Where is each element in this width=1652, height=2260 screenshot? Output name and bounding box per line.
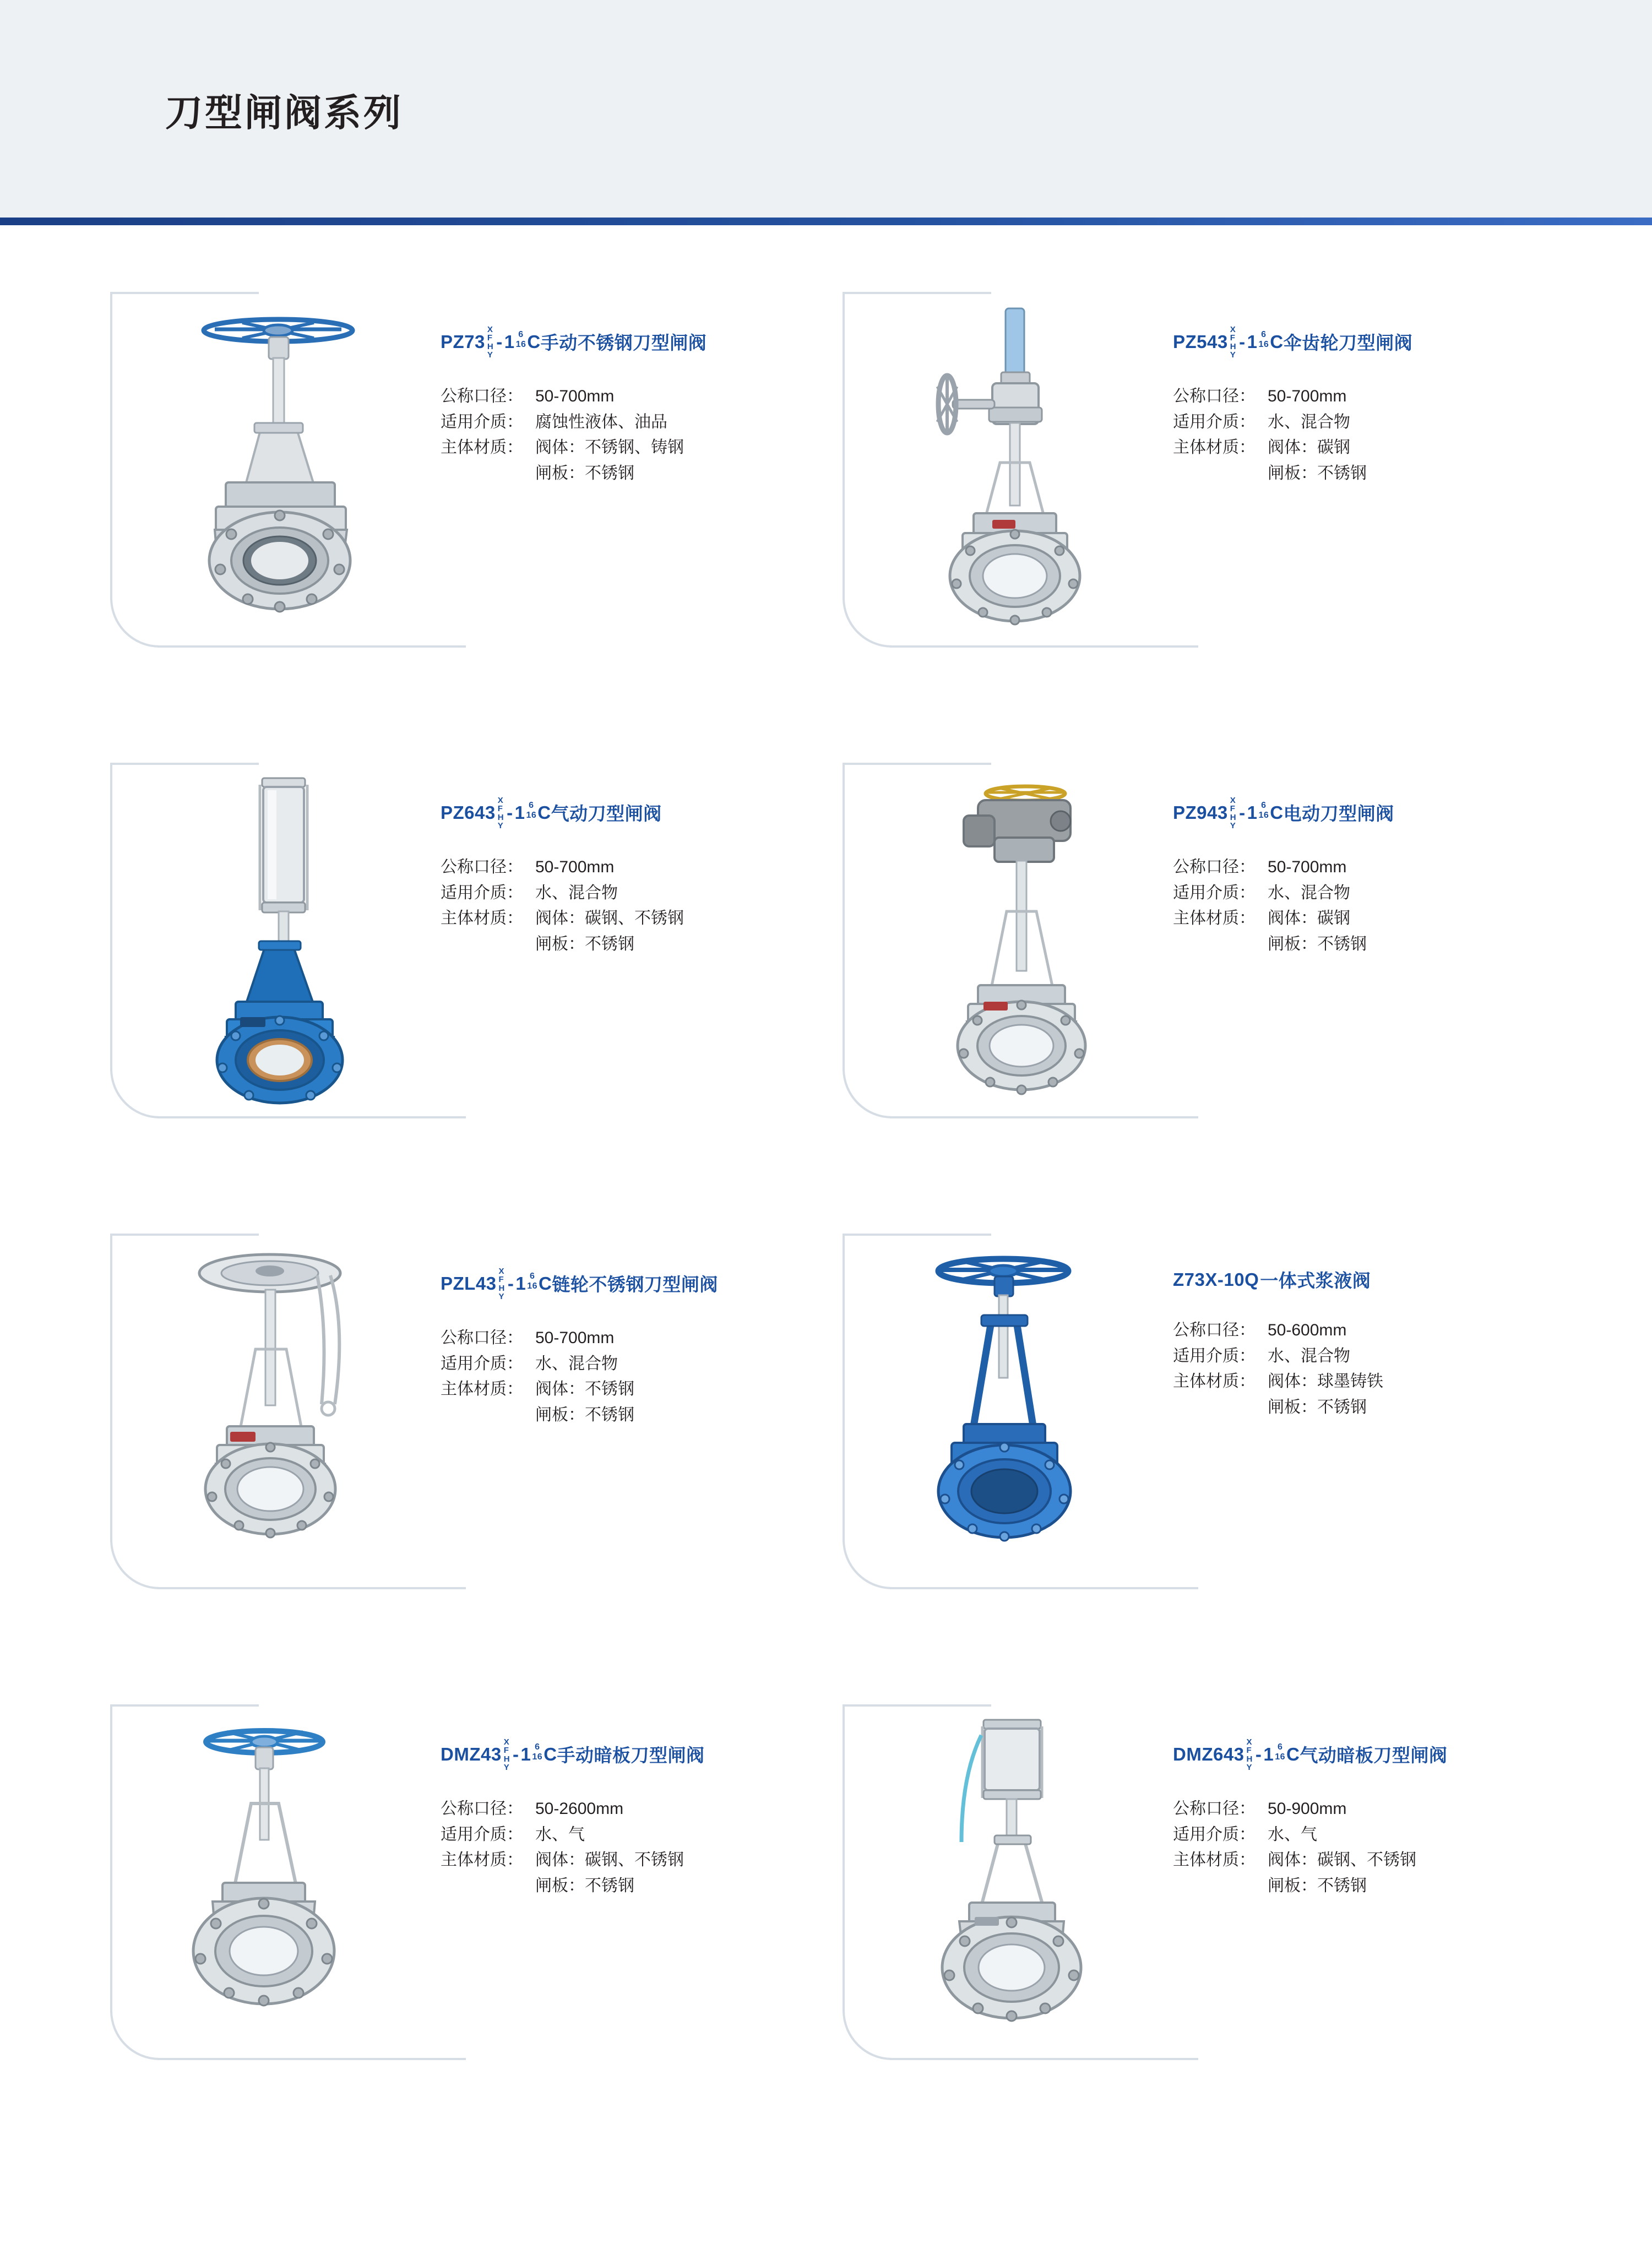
spec-gate-value: 不锈钢: [585, 1876, 634, 1895]
spec-gate-value: 不锈钢: [585, 935, 634, 953]
spec-body-label: 阀体: [535, 1851, 568, 1870]
spec-gate-value: 不锈钢: [585, 464, 634, 482]
spec-medium: 适用介质： 水、混合物: [441, 881, 837, 906]
product-row: [0, 1200, 1652, 1671]
product-pressure-stack: 6 16: [515, 330, 526, 350]
product-suffix-stack: X F H Y: [1246, 1737, 1253, 1772]
spec-body-label: 阀体: [535, 909, 568, 928]
product-code: DMZ43: [441, 1743, 502, 1764]
product-name: [1173, 1737, 1569, 1771]
product-name-cn: 电动刀型闸阀: [1283, 803, 1394, 824]
spec-body-label: 阀体: [1268, 909, 1301, 928]
product-suffix-stack: X F H Y: [497, 796, 504, 830]
card-frame-top: [110, 1704, 259, 1707]
card-frame-top: [110, 292, 259, 294]
spec-diameter-value: 50-900mm: [1268, 1800, 1347, 1818]
product-pressure-stack: 6 16: [526, 801, 537, 821]
spec-diameter: 公称口径： 50-700mm: [1173, 855, 1569, 881]
product-tail: C: [539, 1273, 552, 1294]
spec-medium-value: 水、混合物: [1268, 412, 1350, 431]
product-card[interactable]: [110, 1234, 843, 1641]
spec-material: 主体材质： 阀体 ： 不锈钢: [441, 1377, 837, 1403]
spec-medium: 适用介质： 水、混合物: [441, 1351, 837, 1377]
spec-gate: 闸板：不锈钢: [535, 1405, 634, 1424]
product-dash: -: [1239, 331, 1246, 352]
product-name-cn: 手动暗板刀型闸阀: [557, 1745, 705, 1766]
spec-medium-value: 水、气: [1268, 1825, 1317, 1844]
spec-medium-value: 水、混合物: [1268, 883, 1350, 902]
spec-body-value: 碳钢、不锈钢: [585, 1851, 684, 1870]
product-tail: C: [527, 331, 541, 352]
product-grid: [0, 259, 1652, 2142]
product-pressure-stack: 6 16: [1258, 330, 1269, 350]
spec-gate: 闸板：不锈钢: [535, 464, 634, 482]
spec-medium: 适用介质： 水、混合物: [1173, 1344, 1569, 1370]
product-pressure-1: 1: [1247, 331, 1258, 352]
product-card[interactable]: [843, 1704, 1575, 2112]
spec-medium: 适用介质： 水、气: [1173, 1822, 1569, 1848]
card-frame-left: [110, 1704, 112, 2013]
product-card[interactable]: [110, 763, 843, 1170]
spec-medium: 适用介质： 水、混合物: [1173, 881, 1569, 906]
spec-diameter-value: 50-700mm: [1268, 858, 1347, 877]
card-frame-left: [843, 1704, 845, 2013]
product-tail: C: [537, 802, 551, 823]
product-suffix-stack: X F H Y: [498, 1267, 505, 1301]
product-code: Z73X-10Q: [1173, 1269, 1259, 1290]
spec-body-label: 阀体: [535, 1380, 568, 1399]
product-name: [441, 796, 837, 829]
spec-gate-label: 闸板: [535, 1876, 568, 1895]
product-tail: C: [1286, 1743, 1300, 1764]
spec-medium-value: 水、混合物: [1268, 1346, 1350, 1365]
product-info: [1173, 325, 1569, 486]
product-image-pneumatic-hidden-plate-knife-gate-valve: [865, 1710, 1173, 2062]
product-pressure-1: 1: [1247, 802, 1258, 823]
product-name-cn: 气动暗板刀型闸阀: [1300, 1745, 1448, 1766]
product-image-electric-knife-gate-valve: [865, 768, 1173, 1121]
card-frame-top: [843, 292, 991, 294]
spec-gate: 闸板：不锈钢: [1268, 1876, 1367, 1895]
spec-diameter: 公称口径： 50-700mm: [1173, 384, 1569, 410]
spec-material: 主体材质： 阀体 ： 球墨铸铁: [1173, 1369, 1569, 1395]
product-code: PZL43: [441, 1273, 497, 1294]
spec-body-label: 阀体: [1268, 1851, 1301, 1870]
spec-gate: 闸板：不锈钢: [535, 1876, 634, 1895]
spec-diameter-value: 50-700mm: [535, 1329, 615, 1348]
card-frame-left: [110, 763, 112, 1071]
spec-diameter: 公称口径： 50-900mm: [1173, 1796, 1569, 1822]
card-frame-left: [110, 1234, 112, 1542]
product-row: [0, 1671, 1652, 2142]
product-suffix-stack: X F H Y: [503, 1737, 510, 1772]
spec-medium-value: 腐蚀性液体、油品: [535, 412, 667, 431]
spec-medium: 适用介质： 水、混合物: [1173, 410, 1569, 436]
product-pressure-stack: 6 16: [1275, 1742, 1286, 1762]
spec-diameter-value: 50-2600mm: [535, 1800, 624, 1818]
card-frame-top: [843, 1704, 991, 1707]
spec-diameter: 公称口径： 50-2600mm: [441, 1796, 837, 1822]
product-info: [441, 1267, 837, 1428]
card-frame-left: [843, 1234, 845, 1542]
product-suffix-stack: X F H Y: [1230, 325, 1237, 360]
product-name: [441, 1267, 837, 1300]
spec-gate-label: 闸板: [1268, 1876, 1301, 1895]
product-info: [1173, 1267, 1569, 1420]
spec-body-value: 不锈钢: [585, 1380, 634, 1399]
product-info: [441, 1737, 837, 1899]
product-dash: -: [507, 802, 513, 823]
product-dash: -: [496, 331, 503, 352]
spec-body-label: 阀体: [1268, 1372, 1301, 1390]
product-image-manual-hidden-plate-knife-gate-valve: [132, 1710, 441, 2062]
spec-diameter: 公称口径： 50-700mm: [441, 384, 837, 410]
spec-body-value: 不锈钢、铸钢: [585, 438, 684, 457]
spec-material: 主体材质： 阀体 ： 碳钢、不锈钢: [1173, 1848, 1569, 1873]
product-code: PZ543: [1173, 331, 1228, 352]
card-frame-top: [843, 763, 991, 765]
product-pressure-1: 1: [515, 1273, 526, 1294]
spec-material: 主体材质： 阀体 ： 碳钢、不锈钢: [441, 1848, 837, 1873]
spec-gate-value: 不锈钢: [585, 1405, 634, 1424]
product-card[interactable]: [110, 292, 843, 699]
spec-gate-label: 闸板: [1268, 464, 1301, 482]
product-name-cn: 链轮不锈钢刀型闸阀: [552, 1274, 718, 1295]
page-header: [0, 0, 1652, 218]
spec-material: 主体材质： 阀体 ： 不锈钢、铸钢: [441, 435, 837, 461]
spec-diameter: 公称口径： 50-700mm: [441, 855, 837, 881]
product-name-cn: 一体式浆液阀: [1260, 1270, 1371, 1291]
product-pressure-stack: 6 16: [1258, 801, 1269, 821]
product-info: [1173, 1737, 1569, 1899]
spec-diameter-value: 50-600mm: [1268, 1321, 1347, 1339]
card-frame-left: [843, 763, 845, 1071]
product-pressure-1: 1: [514, 802, 525, 823]
spec-body-value: 碳钢、不锈钢: [1317, 1851, 1416, 1870]
spec-gate-value: 不锈钢: [1317, 1398, 1367, 1416]
product-card[interactable]: [843, 1234, 1575, 1641]
product-name: [441, 1737, 837, 1771]
spec-body-value: 碳钢: [1317, 909, 1350, 928]
spec-body-value: 球墨铸铁: [1317, 1372, 1383, 1390]
spec-body-label: 阀体: [1268, 438, 1301, 457]
product-dash: -: [1239, 802, 1246, 823]
header-divider: [0, 218, 1652, 225]
spec-gate-value: 不锈钢: [1317, 935, 1367, 953]
spec-gate-label: 闸板: [535, 464, 568, 482]
product-card[interactable]: [110, 1704, 843, 2112]
spec-medium: 适用介质： 水、气: [441, 1822, 837, 1848]
product-code: PZ73: [441, 331, 485, 352]
product-name: [441, 325, 837, 358]
card-frame-top: [110, 1234, 259, 1236]
spec-body-label: 阀体: [535, 438, 568, 457]
spec-diameter-value: 50-700mm: [1268, 387, 1347, 406]
card-frame-left: [843, 292, 845, 600]
spec-diameter: 公称口径： 50-600mm: [1173, 1318, 1569, 1344]
product-tail: C: [1270, 802, 1284, 823]
product-tail: C: [1270, 331, 1284, 352]
card-frame-top: [843, 1234, 991, 1236]
product-name-cn: 伞齿轮刀型闸阀: [1283, 333, 1413, 354]
product-code: DMZ643: [1173, 1743, 1245, 1764]
product-pressure-stack: 6 16: [532, 1742, 543, 1762]
spec-diameter-value: 50-700mm: [535, 387, 615, 406]
product-pressure-stack: 6 16: [527, 1272, 538, 1291]
product-info: [441, 325, 837, 486]
product-code: PZ943: [1173, 802, 1228, 823]
spec-body-value: 碳钢: [1317, 438, 1350, 457]
spec-material: 主体材质： 阀体 ： 碳钢: [1173, 906, 1569, 932]
product-name-cn: 气动刀型闸阀: [551, 803, 662, 824]
spec-gate: 闸板：不锈钢: [535, 935, 634, 953]
spec-gate-value: 不锈钢: [1317, 1876, 1367, 1895]
spec-material: 主体材质： 阀体 ： 碳钢: [1173, 435, 1569, 461]
product-dash: -: [1255, 1743, 1262, 1764]
product-suffix-stack: X F H Y: [487, 325, 494, 360]
product-name: [1173, 1267, 1569, 1292]
spec-gate-label: 闸板: [1268, 1398, 1301, 1416]
product-pressure-1: 1: [504, 331, 515, 352]
product-pressure-1: 1: [520, 1743, 531, 1764]
spec-medium-value: 水、混合物: [535, 883, 618, 902]
spec-gate: 闸板：不锈钢: [1268, 935, 1367, 953]
card-frame-left: [110, 292, 112, 600]
spec-medium-value: 水、气: [535, 1825, 585, 1844]
product-dash: -: [507, 1273, 514, 1294]
product-card[interactable]: [843, 763, 1575, 1170]
spec-gate-label: 闸板: [1268, 935, 1301, 953]
spec-diameter-value: 50-700mm: [535, 858, 615, 877]
product-info: [1173, 796, 1569, 957]
spec-gate: 闸板：不锈钢: [1268, 1398, 1367, 1416]
spec-gate-label: 闸板: [535, 935, 568, 953]
product-name: [1173, 796, 1569, 829]
product-row: [0, 730, 1652, 1200]
spec-gate: 闸板：不锈钢: [1268, 464, 1367, 482]
product-image-handwheel-stainless-knife-gate-valve: [132, 297, 441, 650]
product-name-cn: 手动不锈钢刀型闸阀: [540, 333, 707, 354]
product-card[interactable]: [843, 292, 1575, 699]
product-image-integrated-slurry-valve: [865, 1239, 1173, 1591]
spec-body-value: 碳钢、不锈钢: [585, 909, 684, 928]
product-image-chainwheel-stainless-knife-gate-valve: [132, 1239, 441, 1591]
product-pressure-1: 1: [1263, 1743, 1274, 1764]
spec-medium-value: 水、混合物: [535, 1354, 618, 1373]
spec-material: 主体材质： 阀体 ： 碳钢、不锈钢: [441, 906, 837, 932]
product-tail: C: [544, 1743, 557, 1764]
spec-medium: 适用介质： 腐蚀性液体、油品: [441, 410, 837, 436]
product-suffix-stack: X F H Y: [1230, 796, 1237, 830]
product-code: PZ643: [441, 802, 496, 823]
product-row: [0, 259, 1652, 730]
product-info: [441, 796, 837, 957]
spec-gate-label: 闸板: [535, 1405, 568, 1424]
product-dash: -: [513, 1743, 519, 1764]
product-image-bevel-gear-knife-gate-valve: [865, 297, 1173, 650]
card-frame-top: [110, 763, 259, 765]
spec-diameter: 公称口径： 50-700mm: [441, 1325, 837, 1351]
product-image-pneumatic-knife-gate-valve: [132, 768, 441, 1121]
spec-gate-value: 不锈钢: [1317, 464, 1367, 482]
product-name: [1173, 325, 1569, 358]
page-title: 刀型闸阀系列: [165, 92, 404, 134]
